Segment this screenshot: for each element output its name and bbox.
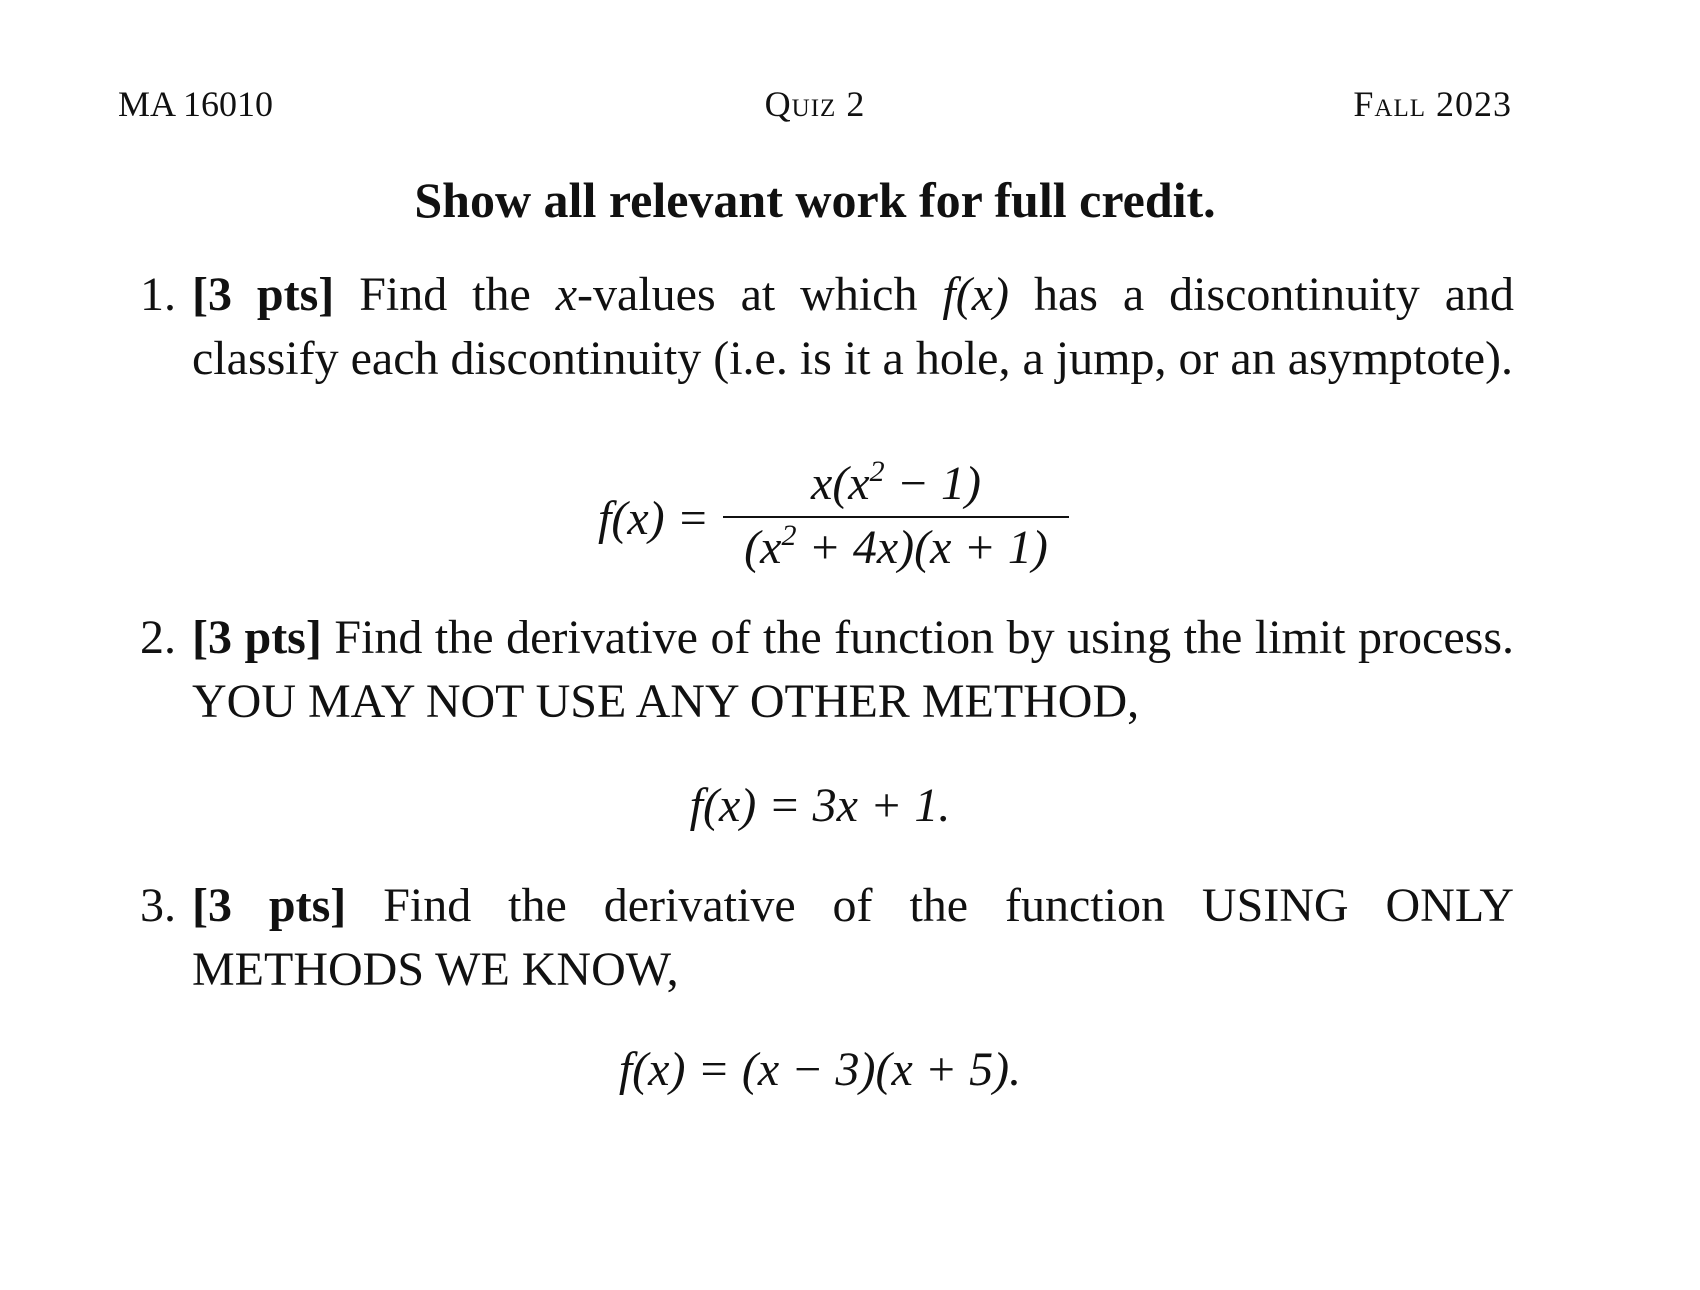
fraction-numerator: $x(x^2 - 1)$ [811, 455, 981, 510]
text-segment: has a discontinuity and classify each discontinuity (i.e. is it a hole, a jump, or an asymptote). [192, 268, 1515, 385]
text-segment: -values at which [577, 268, 943, 321]
text-segment: Find the derivative of the function USING ONLY METHODS WE KNOW, [192, 879, 1515, 996]
fraction [723, 455, 1069, 574]
math-variable: x [555, 268, 578, 321]
problem-number: 3. [140, 879, 176, 932]
fraction-denominator: $(x^2 + 4x)(x + 1)$ [744, 519, 1048, 574]
instructions: Show all relevant work for full credit. [414, 172, 1216, 228]
course-code: MA 16010 [118, 84, 274, 124]
math-function: f(x) [942, 268, 1010, 321]
points-label: [3 pts] [192, 879, 347, 932]
problem-text [192, 263, 1514, 391]
quiz-title: Quiz 2 [764, 84, 866, 124]
equation-3: f(x) = (x − 3)(x + 5). [618, 1043, 1022, 1096]
problem-text [192, 874, 1514, 1002]
points-label: [3 pts] [192, 268, 335, 321]
problem-number: 1. [140, 268, 176, 321]
text-segment: Find the derivative of the function by using the limit process. YOU MAY NOT USE ANY OTHER METHOD, [192, 611, 1515, 728]
text-segment: Find the [334, 268, 556, 321]
problem-text [192, 606, 1514, 734]
equation-2: f(x) = 3x + 1. [689, 779, 951, 832]
points-label: [3 pts] [192, 611, 322, 664]
problem-number: 2. [140, 611, 176, 664]
term-label: Fall 2023 [1353, 84, 1512, 124]
equation-lhs: f(x) = [598, 492, 709, 545]
